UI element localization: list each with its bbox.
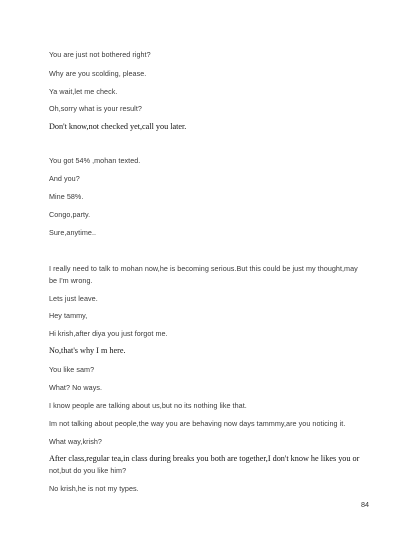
text-line-bold: After class,regular tea,in class during breaks you both are together,I don't know he likes you or [49,454,360,463]
text-line: Why are you scolding, please. [49,69,147,78]
text-line: not,but do you like him? [49,466,127,475]
text-line: Sure,anytime.. [49,228,97,237]
text-line: What? No ways. [49,383,103,392]
text-line: No krish,he is not my types. [49,484,139,493]
text-line: Lets just leave. [49,294,98,303]
text-line: Mine 58%. [49,192,84,201]
text-line: And you? [49,174,80,183]
text-line: What way,krish? [49,437,102,446]
text-line: be I'm wrong. [49,276,93,285]
text-line: Oh,sorry what is your result? [49,104,142,113]
text-line: Congo,party. [49,210,91,219]
text-line: You got 54% ,mohan texted. [49,156,141,165]
text-line: You are just not bothered right? [49,50,151,59]
text-line: Hi krish,after diya you just forgot me. [49,329,168,338]
text-line: You like sam? [49,365,95,374]
text-line: I really need to talk to mohan now,he is becoming serious.But this could be just my thought,may [49,264,358,273]
text-line: I know people are talking about us,but no its nothing like that. [49,401,247,410]
text-line-bold: Don't know,not checked yet,call you later. [49,122,187,131]
text-line: Hey tammy, [49,311,88,320]
text-line-bold: No,that's why I m here. [49,346,126,355]
text-line: Im not talking about people,the way you are behaving now days tammmy,are you noticing it. [49,419,346,428]
page-number: 84 [361,500,369,509]
text-line: Ya wait,let me check. [49,87,118,96]
